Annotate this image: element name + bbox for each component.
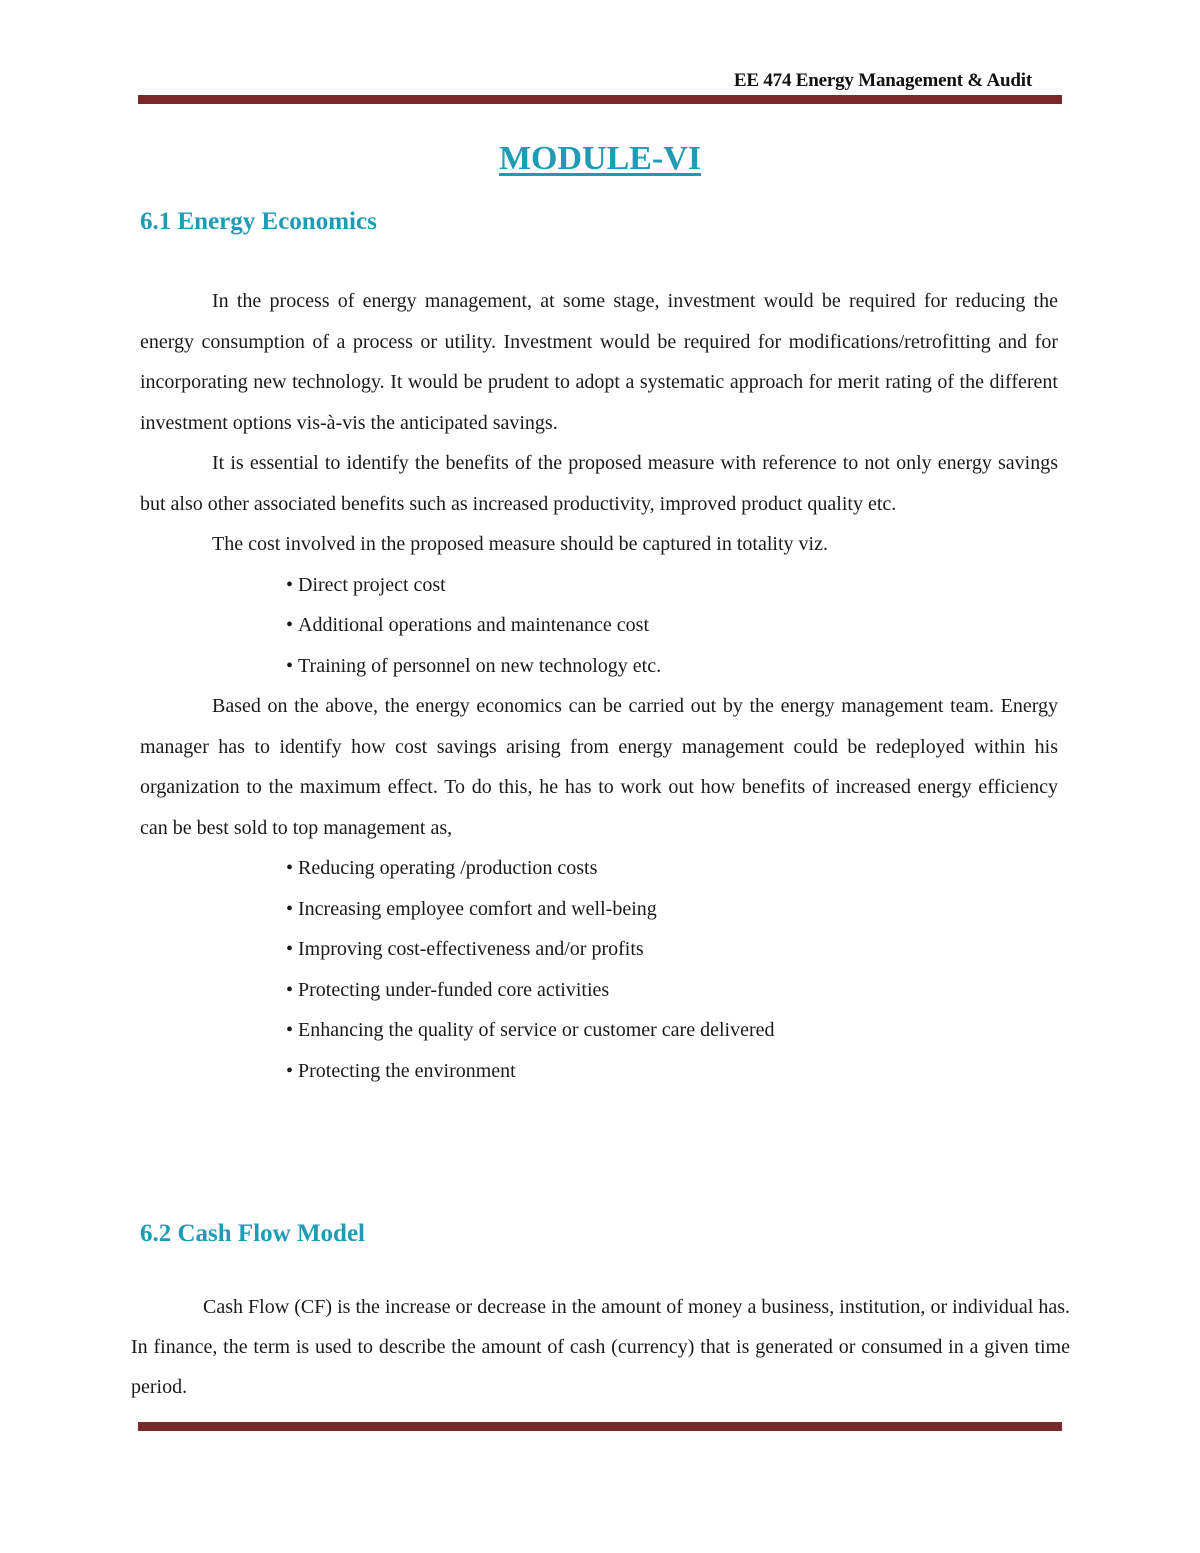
list-item: • Improving cost-effectiveness and/or profits bbox=[140, 929, 1058, 970]
list-item: • Additional operations and maintenance cost bbox=[140, 605, 1058, 646]
header-rule bbox=[138, 95, 1062, 104]
paragraph: Based on the above, the energy economics can be carried out by the energy management team. Energy manager has to identify how cost savings arising from energy management could be redeployed within his organization to the maximum effect. To do this, he has to work out how benefits of increased energy efficiency can be best sold to top management as, bbox=[140, 695, 1058, 839]
list-item: • Enhancing the quality of service or customer care delivered bbox=[140, 1010, 1058, 1051]
list-item: • Reducing operating /production costs bbox=[140, 848, 1058, 889]
module-title: MODULE-VI bbox=[498, 140, 702, 177]
section-heading-energy-economics: 6.1 Energy Economics bbox=[140, 208, 377, 235]
paragraph: It is essential to identify the benefits of the proposed measure with reference to not only energy savings but also other associated benefits such as increased productivity, improved product quality etc. bbox=[140, 452, 1058, 515]
list-item: • Protecting under-funded core activities bbox=[140, 970, 1058, 1011]
cash-flow-body bbox=[131, 1287, 1070, 1407]
list-item: • Training of personnel on new technology etc. bbox=[140, 646, 1058, 687]
paragraph: Cash Flow (CF) is the increase or decrease in the amount of money a business, institution, or individual has. In finance, the term is used to describe the amount of cash (currency) that is generated or consumed in a given time period. bbox=[131, 1296, 1070, 1398]
paragraph: The cost involved in the proposed measure should be captured in totality viz. bbox=[212, 533, 828, 555]
cost-items-list bbox=[140, 565, 1058, 687]
list-item: • Increasing employee comfort and well-being bbox=[140, 889, 1058, 930]
energy-economics-body bbox=[140, 281, 1058, 1091]
running-header: EE 474 Energy Management & Audit bbox=[733, 70, 1032, 91]
list-item: • Direct project cost bbox=[140, 565, 1058, 606]
benefit-items-list bbox=[140, 848, 1058, 1091]
section-heading-cash-flow-model: 6.2 Cash Flow Model bbox=[140, 1220, 365, 1247]
footer-rule bbox=[138, 1422, 1062, 1431]
list-item: • Protecting the environment bbox=[140, 1051, 1058, 1092]
paragraph: In the process of energy management, at some stage, investment would be required for reducing the energy consumption of a process or utility. Investment would be required for modifications/retrofitting and for incorporating new technology. It would be prudent to adopt a systematic approach for merit rating of the different investment options vis-à-vis the anticipated savings. bbox=[140, 290, 1058, 434]
